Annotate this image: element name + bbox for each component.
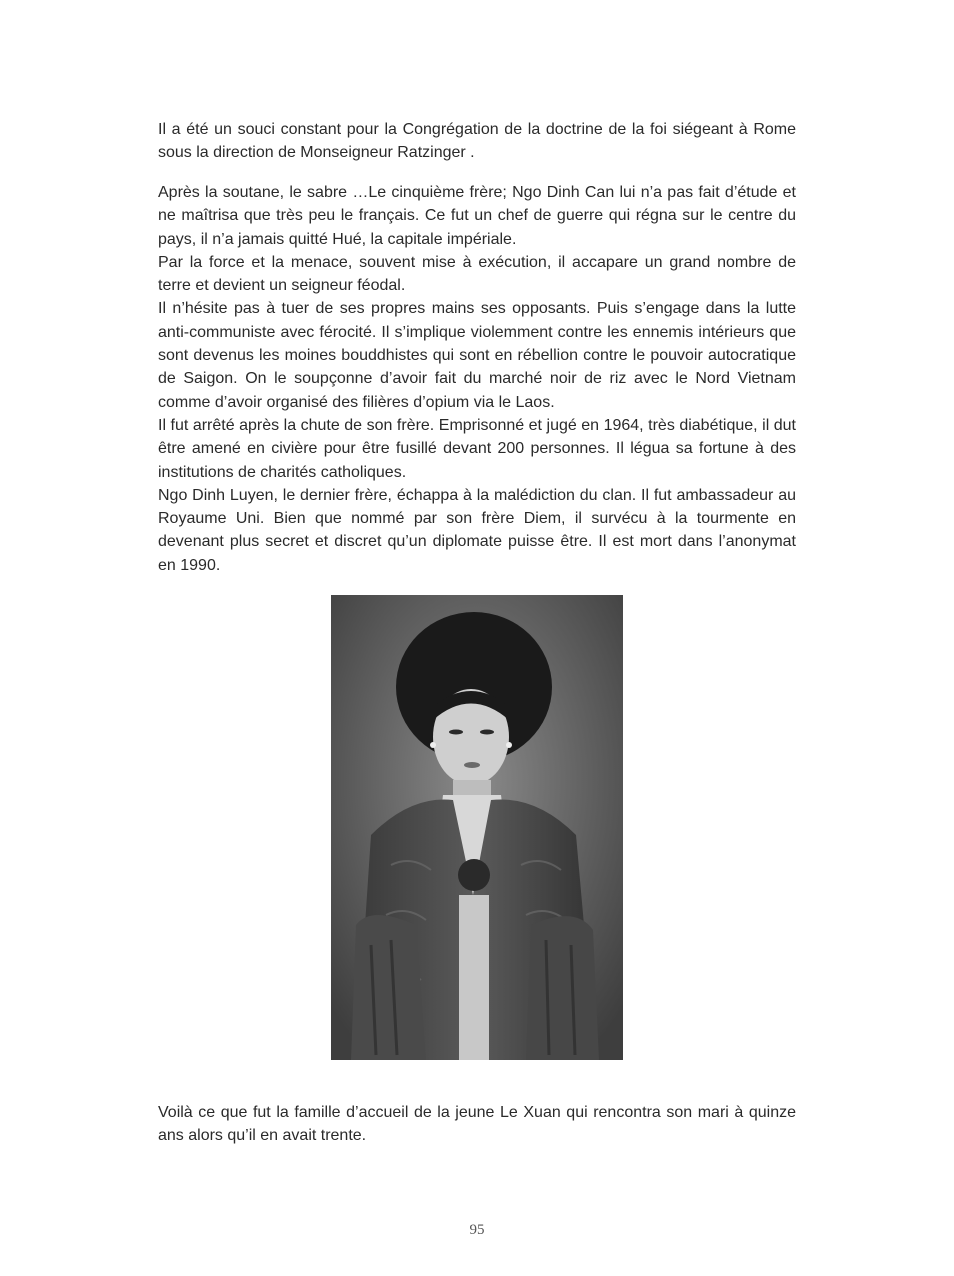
paragraph-can-1: Après la soutane, le sabre …Le cinquième frère; Ngo Dinh Can lui n’a pas fait d’étude et ne maîtrisa que très peu le français. Ce fut un chef de guerre qui régna sur le centre du pays, il n’a jamais quitté Hué, la capitale impériale. xyxy=(158,184,796,248)
right-sleeve xyxy=(526,916,599,1060)
paragraph-can-2: Par la force et la menace, souvent mise à exécution, il accapare un grand nombre de terre et devient un seigneur féodal. xyxy=(158,253,796,295)
brooch xyxy=(458,859,490,891)
left-earring xyxy=(430,742,436,748)
paragraph-intro-text: Il a été un souci constant pour la Congrégation de la doctrine de la foi siégeant à Rome sous la direction de Monseigneur Ratzinger . xyxy=(158,121,796,162)
page-number: 95 xyxy=(469,1222,485,1238)
paragraph-can-4: Il fut arrêté après la chute de son frère. Emprisonné et jugé en 1964, très diabétique, il dut être amené en civière pour être fusillé devant 200 personnes. Il légua sa fortune à des institutions de charités catholiques. xyxy=(158,416,796,481)
portrait-illustration xyxy=(331,595,623,1060)
body-text xyxy=(158,181,796,577)
right-eye xyxy=(480,730,494,735)
portrait-photo xyxy=(331,595,623,1060)
robe-center-panel xyxy=(459,895,489,1060)
paragraph-can-3: Il n’hésite pas à tuer de ses propres mains ses opposants. Puis s’engage dans la lutte anti-communiste avec férocité. Il s’implique violemment contre les ennemis intérieurs que sont devenus les moines bouddhistes qui sont en rébellion contre le pouvoir autocratique de Saigon. On le soupçonne d’avoir fait du marché noir de riz avec le Nord Vietnam comme d’avoir organisé des filières d’opium via le Laos. xyxy=(158,300,796,411)
paragraph-intro xyxy=(158,118,796,165)
lips xyxy=(464,762,480,768)
paragraph-luyen: Ngo Dinh Luyen, le dernier frère, échappa à la malédiction du clan. Il fut ambassadeur au Royaume Uni. Bien que nommé par son frère Diem, il survécu à la tourmente en devenant plus secret et discret qu’un diplomate puisse être. Il est mort dans l’anonymat en 1990. xyxy=(158,486,796,574)
paragraph-closing-text: Voilà ce que fut la famille d’accueil de la jeune Le Xuan qui rencontra son mari à quinze ans alors qu’il en avait trente. xyxy=(158,1104,796,1145)
left-sleeve xyxy=(351,915,426,1060)
right-earring xyxy=(506,742,512,748)
left-eye xyxy=(449,730,463,735)
paragraph-closing xyxy=(158,1101,796,1148)
